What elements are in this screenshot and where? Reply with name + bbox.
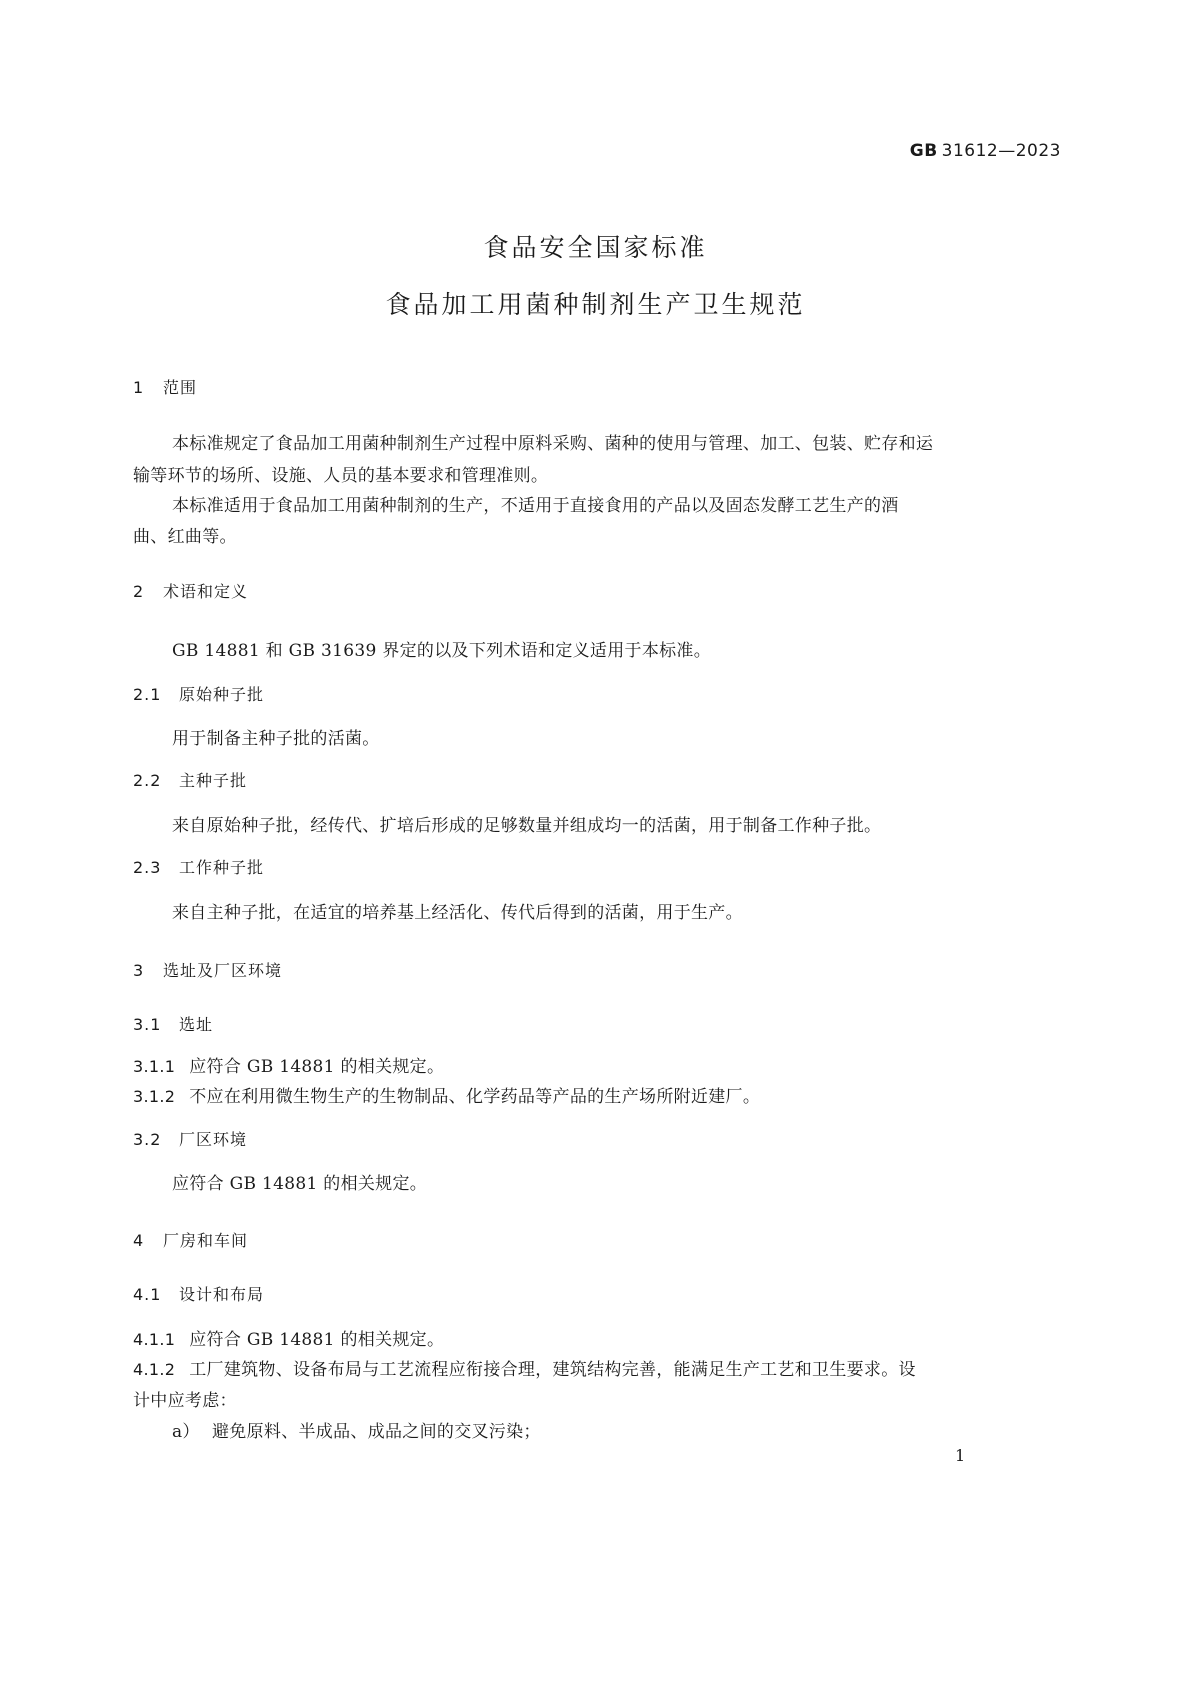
subsection-title: 主种子批 bbox=[179, 771, 248, 790]
clause-3-1-1 bbox=[133, 1052, 444, 1077]
subsection-number: 2.3 bbox=[133, 858, 162, 877]
standard-code bbox=[910, 141, 1061, 161]
clause-text: 应符合 GB 14881 的相关规定。 bbox=[189, 1057, 445, 1077]
section-2-1-text: 用于制备主种子批的活菌。 bbox=[172, 729, 380, 749]
section-title: 术语和定义 bbox=[163, 582, 249, 601]
section-number: 3 bbox=[133, 961, 145, 980]
section-title: 厂房和车间 bbox=[163, 1231, 249, 1250]
subsection-title: 选址 bbox=[179, 1015, 214, 1034]
section-1-para2-line1: 本标准适用于食品加工用菌种制剂的生产，不适用于直接食用的产品以及固态发酵工艺生产的酒 bbox=[172, 496, 899, 516]
section-3-2-text: 应符合 GB 14881 的相关规定。 bbox=[172, 1174, 428, 1194]
section-1-para1-line1: 本标准规定了食品加工用菌种制剂生产过程中原料采购、菌种的使用与管理、加工、包装、贮存和运 bbox=[172, 434, 934, 454]
clause-4-1-2-line2: 计中应考虑： bbox=[133, 1391, 237, 1411]
clause-4-1-2-line1 bbox=[133, 1355, 916, 1380]
clause-4-1-1 bbox=[133, 1325, 444, 1350]
document-title-line1: 食品安全国家标准 bbox=[483, 233, 708, 262]
list-item-label: a） bbox=[172, 1422, 200, 1442]
page-number: 1 bbox=[955, 1446, 966, 1465]
subsection-title: 厂区环境 bbox=[179, 1130, 248, 1149]
subsection-number: 3.2 bbox=[133, 1130, 162, 1149]
section-2-para1: GB 14881 和 GB 31639 界定的以及下列术语和定义适用于本标准。 bbox=[172, 641, 712, 661]
subsection-number: 2.1 bbox=[133, 685, 162, 704]
clause-text: 应符合 GB 14881 的相关规定。 bbox=[189, 1330, 445, 1350]
clause-number: 3.1.2 bbox=[133, 1087, 176, 1106]
section-number: 1 bbox=[133, 378, 145, 397]
section-2-2-heading bbox=[133, 768, 247, 791]
section-title: 范围 bbox=[163, 378, 198, 397]
section-2-3-text: 来自主种子批，在适宜的培养基上经活化、传代后得到的活菌，用于生产。 bbox=[172, 903, 743, 923]
clause-text: 不应在利用微生物生产的生物制品、化学药品等产品的生产场所附近建厂。 bbox=[189, 1087, 761, 1107]
section-2-3-heading bbox=[133, 855, 264, 878]
section-4-1-heading bbox=[133, 1282, 264, 1305]
section-number: 2 bbox=[133, 582, 145, 601]
standard-prefix: GB bbox=[909, 141, 938, 161]
section-1-para2-line2: 曲、红曲等。 bbox=[133, 527, 237, 547]
section-3-2-heading bbox=[133, 1127, 247, 1150]
clause-3-1-2 bbox=[133, 1082, 760, 1107]
subsection-number: 4.1 bbox=[133, 1285, 162, 1304]
subsection-title: 设计和布局 bbox=[179, 1285, 265, 1304]
clause-number: 4.1.1 bbox=[133, 1330, 176, 1349]
standard-number: 31612—2023 bbox=[941, 141, 1061, 161]
clause-text: 工厂建筑物、设备布局与工艺流程应衔接合理，建筑结构完善，能满足生产工艺和卫生要求。设 bbox=[189, 1360, 916, 1380]
list-item-a bbox=[172, 1417, 541, 1442]
subsection-title: 原始种子批 bbox=[179, 685, 265, 704]
section-1-para1-line2: 输等环节的场所、设施、人员的基本要求和管理准则。 bbox=[133, 466, 549, 486]
section-4-heading bbox=[133, 1228, 248, 1251]
section-number: 4 bbox=[133, 1231, 145, 1250]
subsection-number: 3.1 bbox=[133, 1015, 162, 1034]
subsection-number: 2.2 bbox=[133, 771, 162, 790]
subsection-title: 工作种子批 bbox=[179, 858, 265, 877]
clause-number: 4.1.2 bbox=[133, 1360, 176, 1379]
section-3-1-heading bbox=[133, 1012, 213, 1035]
section-2-1-heading bbox=[133, 682, 264, 705]
section-3-heading bbox=[133, 958, 282, 981]
section-2-2-text: 来自原始种子批，经传代、扩培后形成的足够数量并组成均一的活菌，用于制备工作种子批。 bbox=[172, 816, 882, 836]
section-1-heading bbox=[133, 375, 197, 398]
clause-number: 3.1.1 bbox=[133, 1057, 176, 1076]
document-title-line2: 食品加工用菌种制剂生产卫生规范 bbox=[385, 290, 806, 319]
list-item-text: 避免原料、半成品、成品之间的交叉污染； bbox=[212, 1422, 541, 1442]
section-title: 选址及厂区环境 bbox=[163, 961, 283, 980]
section-2-heading bbox=[133, 579, 248, 602]
